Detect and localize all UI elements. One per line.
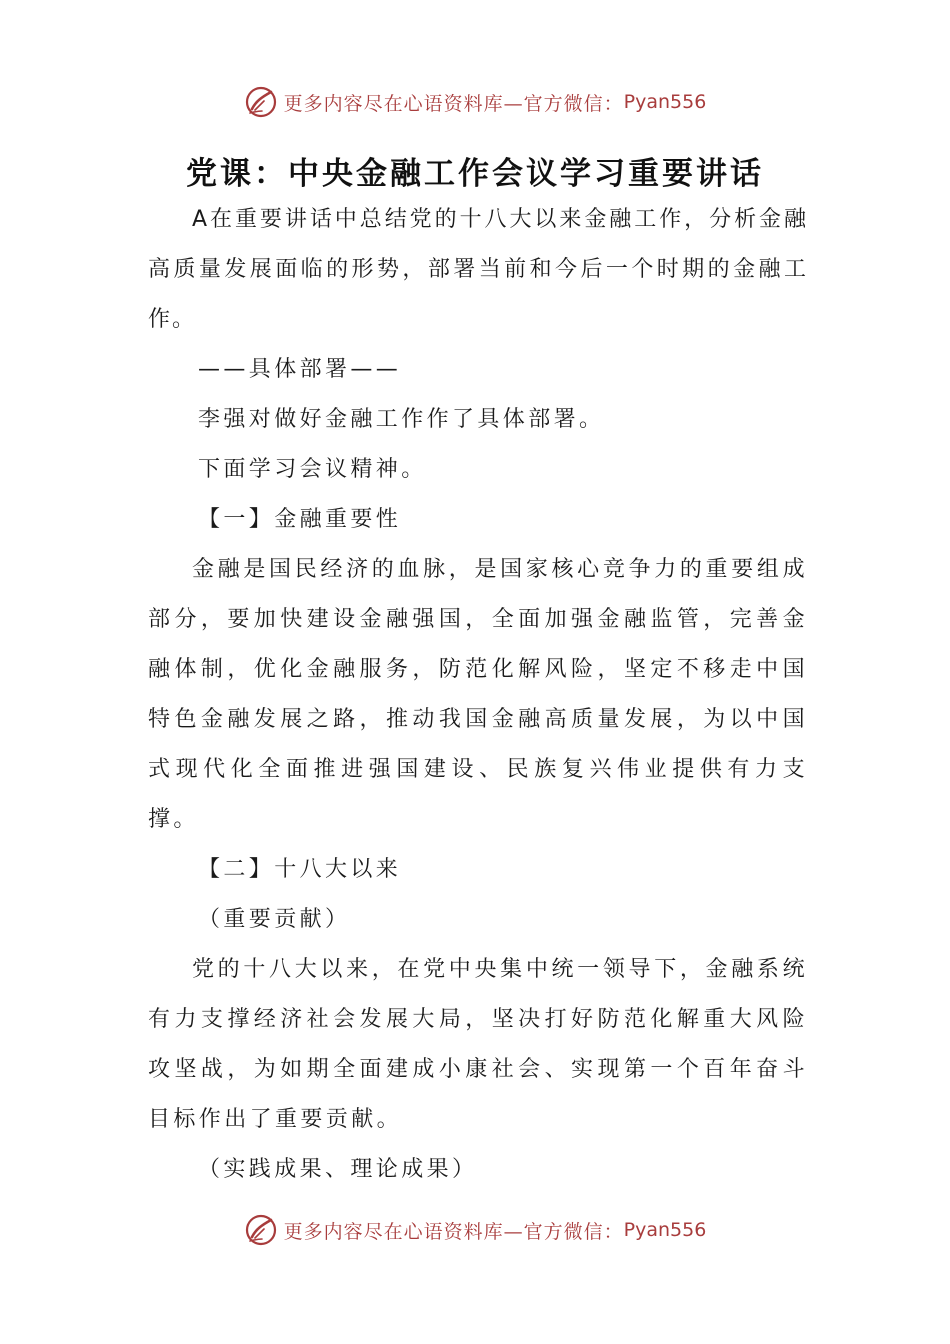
subheading-achievements: （实践成果、理论成果） — [198, 1157, 478, 1182]
deployment-paragraph: 李强对做好金融工作作了具体部署。 — [198, 407, 605, 432]
subheading-contribution: （重要贡献） — [198, 907, 351, 932]
section-deployment-heading: ——具体部署—— — [198, 357, 402, 382]
page-title: 党课：中央金融工作会议学习重要讲话 — [186, 156, 764, 192]
section-1-paragraph: 金融是国民经济的血脉，是国家核心竞争力的重要组成部分，要加快建设金融强国，全面加强金融监管，完善金融体制，优化金融服务，防范化解风险，坚定不移走中国特色金融发展之路，推动我国金融高质量发展，为以中国式现代化全面推进强国建设、民族复兴伟业提供有力支撑。 — [148, 557, 808, 832]
watermark-handle: Pyan556 — [623, 91, 707, 113]
document-body — [148, 195, 808, 1195]
section-2-heading: 【二】十八大以来 — [198, 857, 402, 882]
watermark-header — [0, 80, 950, 124]
section-2-paragraph: 党的十八大以来，在党中央集中统一领导下，金融系统有力支撑经济社会发展大局，坚决打好防范化解重大风险攻坚战，为如期全面建成小康社会、实现第一个百年奋斗目标作出了重要贡献。 — [148, 957, 808, 1132]
study-paragraph: 下面学习会议精神。 — [198, 457, 427, 482]
section-1-heading: 【一】金融重要性 — [198, 507, 402, 532]
watermark-footer — [0, 1208, 950, 1252]
watermark-handle: Pyan556 — [623, 1219, 707, 1241]
intro-paragraph: A在重要讲话中总结党的十八大以来金融工作，分析金融高质量发展面临的形势，部署当前和今后一个时期的金融工作。 — [148, 207, 808, 332]
watermark-text: 更多内容尽在心语资料库—官方微信： — [283, 92, 624, 115]
pen-logo-icon — [244, 1213, 278, 1247]
watermark-text: 更多内容尽在心语资料库—官方微信： — [283, 1220, 624, 1243]
pen-logo-icon — [244, 85, 278, 119]
